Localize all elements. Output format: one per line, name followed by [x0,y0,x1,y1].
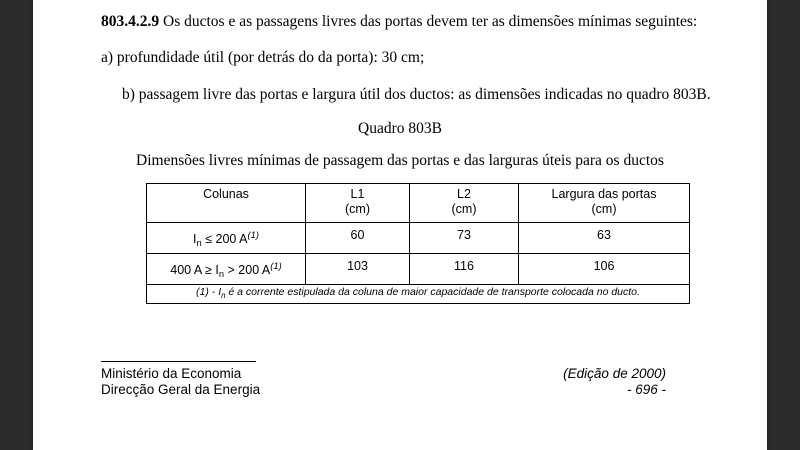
row-largura: 106 [519,254,690,285]
document-page [33,0,767,450]
footer-org-1: Ministério da Economia [101,366,242,381]
item-a: a) profundidade útil (por detrás do da porta): 30 cm; [101,49,425,66]
header-l1: L1 (cm) [306,184,410,223]
section-paragraph [101,13,697,31]
header-colunas: Colunas [147,184,306,223]
row-largura: 63 [519,223,690,254]
header-l2: L2 (cm) [410,184,519,223]
row-l1: 103 [306,254,410,285]
footer-page-number: - 696 - [626,382,666,397]
footer-org-2: Direcção Geral da Energia [101,382,261,397]
footer-edition: (Edição de 2000) [563,366,666,381]
quadro-title: Quadro 803B [358,120,442,137]
header-largura: Largura das portas (cm) [519,184,690,223]
footer-divider [101,361,256,362]
row-l1: 60 [306,223,410,254]
table-header-row [147,184,690,223]
quadro-caption: Dimensões livres mínimas de passagem das portas e das larguras úteis para os ductos [136,152,664,169]
item-b: b) passagem livre das portas e largura útil dos ductos: as dimensões indicadas no quadro 803B. [122,86,711,103]
row-colunas: 400 $A \ge I_n > 200$ $A^{(1)}$ [147,254,306,285]
row-l2: 73 [410,223,519,254]
table-row [147,254,690,285]
table-note: $(1) - I_n$ é a corrente estipulada da coluna de maior capacidade de transporte colocada no ducto. [147,285,690,304]
row-colunas: $I_n \le 200$ $A^{(1)}$ [147,223,306,254]
table-row [147,223,690,254]
row-l2: 116 [410,254,519,285]
table-note-row [147,285,690,304]
quadro-table [146,183,690,304]
section-intro: Os ductos e as passagens livres das portas devem ter as dimensões mínimas seguintes: [163,13,698,30]
section-number: 803.4.2.9 [101,13,160,30]
